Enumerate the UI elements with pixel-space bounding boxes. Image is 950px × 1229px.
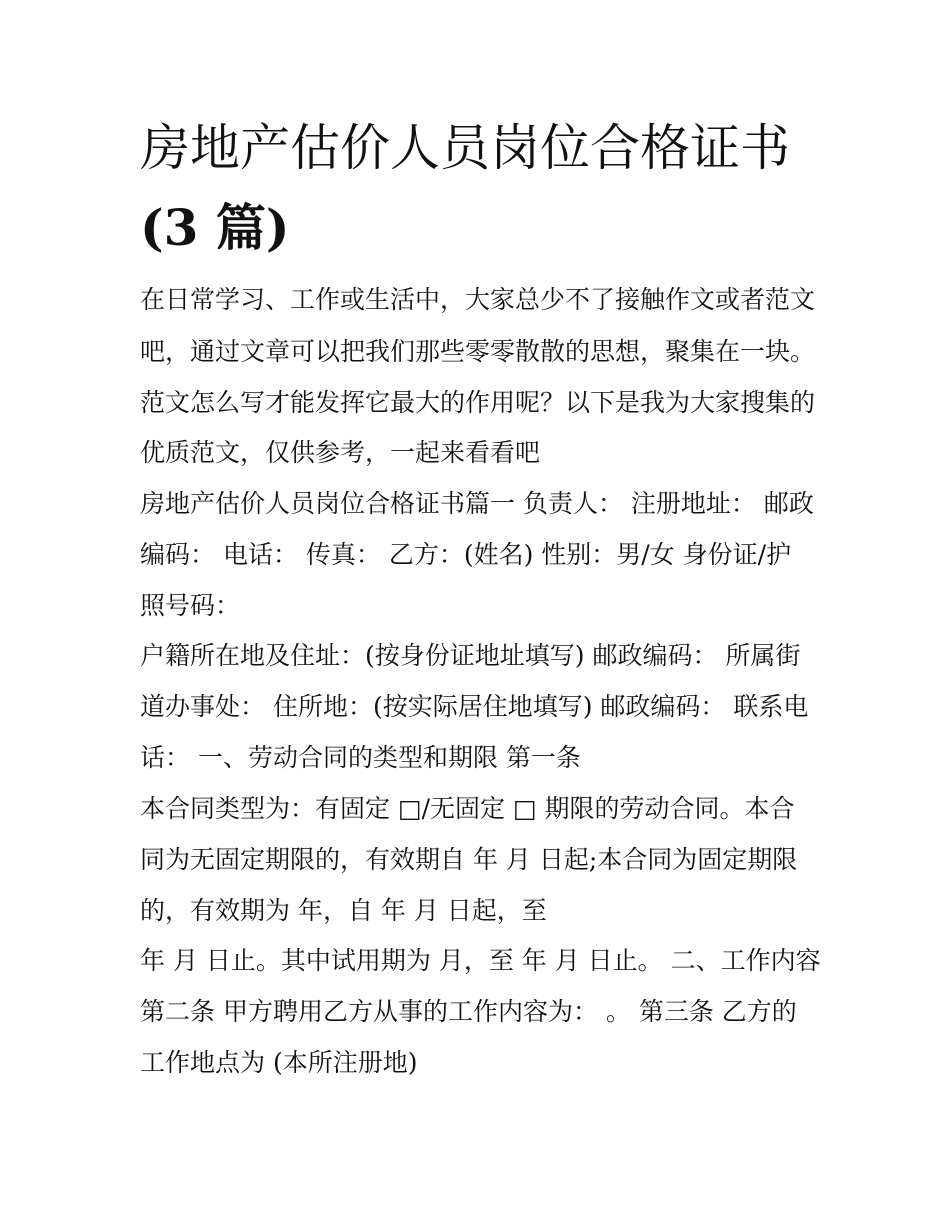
body-line: 房地产估价人员岗位合格证书篇一 负责人： 注册地址： 邮政: [140, 489, 814, 518]
body-line: 户籍所在地及住址：(按身份证地址填写) 邮政编码： 所属街: [140, 641, 801, 670]
body-line: 工作地点为 (本所注册地): [140, 1048, 418, 1077]
body-line: 照号码：: [140, 591, 241, 620]
document-title-line-1: 房地产估价人员岗位合格证书: [140, 119, 790, 177]
body-line: 吧，通过文章可以把我们那些零零散散的思想，聚集在一块。: [140, 337, 816, 366]
body-line: 同为无固定期限的，有效期自 年 月 日起;本合同为固定期限: [140, 845, 798, 874]
body-line: 话： 一、劳动合同的类型和期限 第一条: [140, 743, 581, 772]
body-line: 优质范文，仅供参考，一起来看看吧: [140, 438, 541, 467]
body-line: 在日常学习、工作或生活中，大家总少不了接触作文或者范文: [140, 285, 816, 314]
body-line: 第二条 甲方聘用乙方从事的工作内容为： 。 第三条 乙方的: [140, 997, 797, 1026]
document-title-line-2: (3 篇): [140, 198, 290, 257]
body-line: 年 月 日止。其中试用期为 月，至 年 月 日止。 二、工作内容: [140, 946, 821, 975]
body-line: 道办事处： 住所地：(按实际居住地填写) 邮政编码： 联系电: [140, 692, 809, 721]
body-line: 本合同类型为：有固定 □/无固定 □ 期限的劳动合同。本合: [140, 794, 795, 823]
body-line: 范文怎么写才能发挥它最大的作用呢？以下是我为大家搜集的: [140, 388, 816, 417]
body-line: 的，有效期为 年，自 年 月 日起，至: [140, 896, 547, 925]
body-line: 编码： 电话： 传真： 乙方：(姓名) 性别：男/女 身份证/护: [140, 540, 792, 569]
